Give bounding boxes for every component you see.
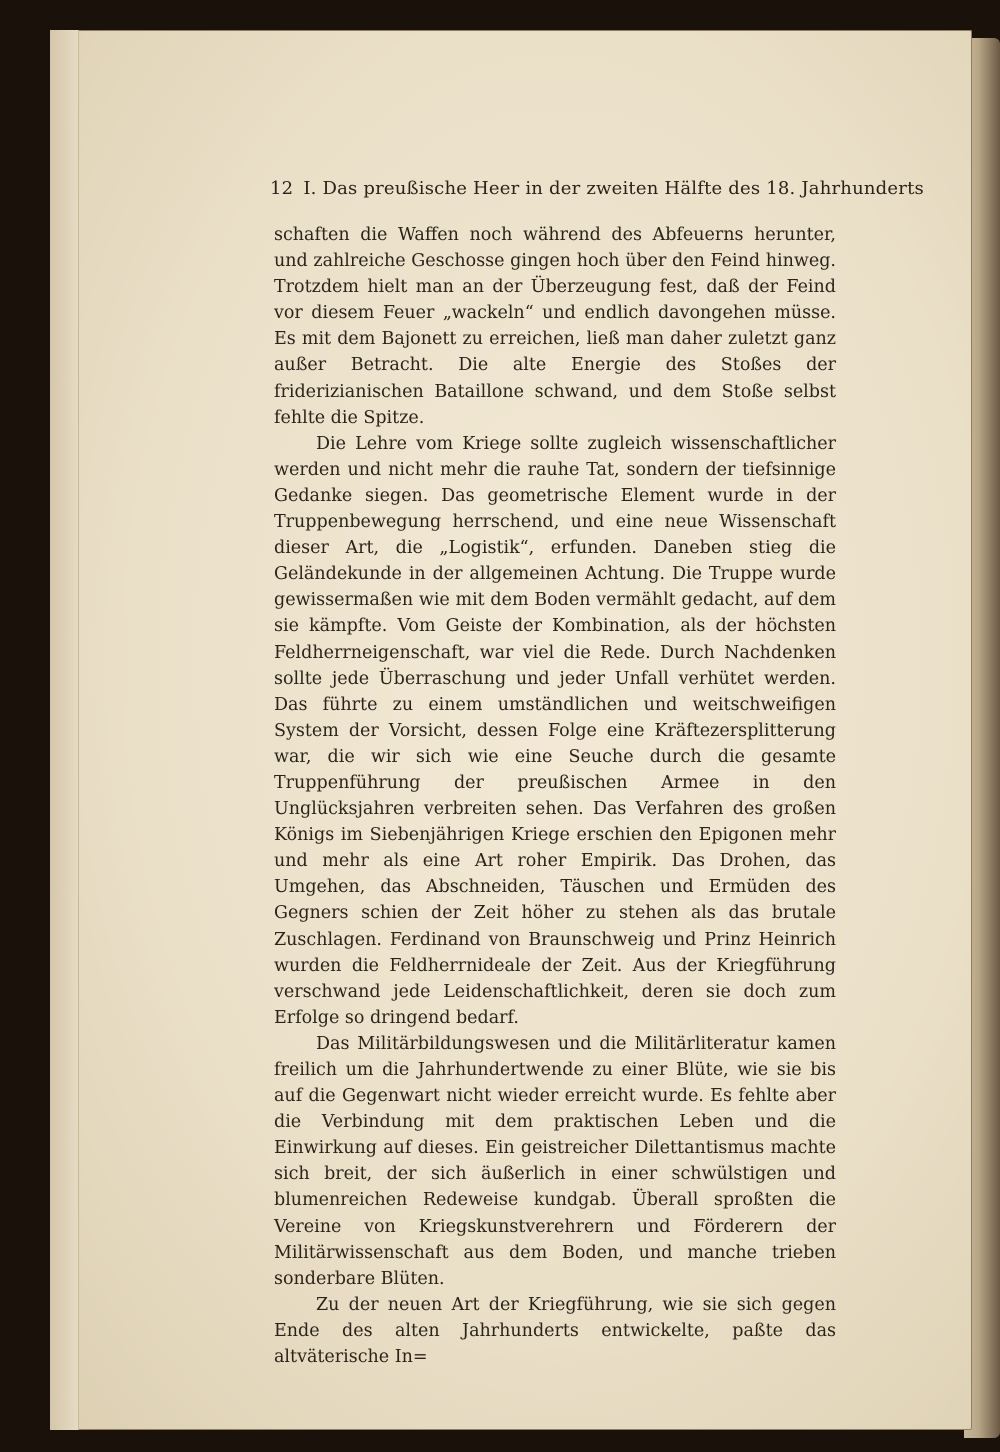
page-number: 12 xyxy=(270,178,294,199)
body-text xyxy=(274,222,836,1370)
running-header xyxy=(270,178,924,199)
paragraph: Das Militärbildungswesen und die Militärliteratur kamen freilich um die Jahrhundertwende zu einer Blüte, wie sie bis auf die Gegenwart nicht wieder erreicht wurde. Es fehlte aber die Verbindung mit dem praktischen Leben und die Einwirkung auf dieses. Ein geistreicher Dilettantismus machte sich breit, der sich äußerlich in einer schwülstigen und blumenreichen Redeweise kundgab. Überall sproßten die Vereine von Kriegskunstverehrern und Förderern der Militärwissenschaft aus dem Boden, und manche trieben sonderbare Blüten. xyxy=(274,1033,836,1289)
paragraph: Die Lehre vom Kriege sollte zugleich wissenschaftlicher werden und nicht mehr die rauhe Tat, sondern der tiefsinnige Gedanke siegen. Das geometrische Element wurde in der Truppenbewegung herrschend, und eine neue Wissenschaft dieser Art, die „Logistik“, erfunden. Daneben stieg die Geländekunde in der allgemeinen Achtung. Die Truppe wurde gewissermaßen wie mit dem Boden vermählt gedacht, auf dem sie kämpfte. Vom Geiste der Kombination, als der höchsten Feldherrneigenschaft, war viel die Rede. Durch Nachdenken sollte jede Überraschung und jeder Unfall verhütet werden. Das führte zu einem umständlichen und weitschweifigen System der Vorsicht, dessen Folge eine Kräftezersplitterung war, die wir sich wie eine Seuche durch die gesamte Truppenführung der preußischen Armee in den Unglücksjahren verbreiten sehen. Das Verfahren des großen Königs im Siebenjährigen Kriege erschien den Epigonen mehr und mehr als eine Art roher Empirik. Das Drohen, das Umgehen, das Abschneiden, Täuschen und Ermüden des Gegners schien der Zeit höher zu stehen als das brutale Zuschlagen. Ferdinand von Braunschweig und Prinz Heinrich wurden die Feldherrnideale der Zeit. Aus der Kriegführung verschwand jede Leidenschaftlichkeit, deren sie doch zum Erfolge so dringend bedarf. xyxy=(274,433,836,1028)
page-deckle-edge xyxy=(50,30,79,1430)
paragraph: Zu der neuen Art der Kriegführung, wie sie sich gegen Ende des alten Jahrhunderts entwickelte, paßte das altväterische In= xyxy=(274,1294,836,1368)
running-title: I. Das preußische Heer in der zweiten Hälfte des 18. Jahrhunderts xyxy=(303,178,924,199)
paragraph: schaften die Waffen noch während des Abfeuerns herunter, und zahlreiche Geschosse gingen hoch über den Feind hinweg. Trotzdem hielt man an der Überzeugung fest, daß der Feind vor diesem Feuer „wackeln“ und endlich davongehen müsse. Es mit dem Bajonett zu erreichen, ließ man daher zuletzt ganz außer Betracht. Die alte Energie des Stoßes der friderizianischen Bataillone schwand, und dem Stoße selbst fehlte die Spitze. xyxy=(274,225,836,428)
